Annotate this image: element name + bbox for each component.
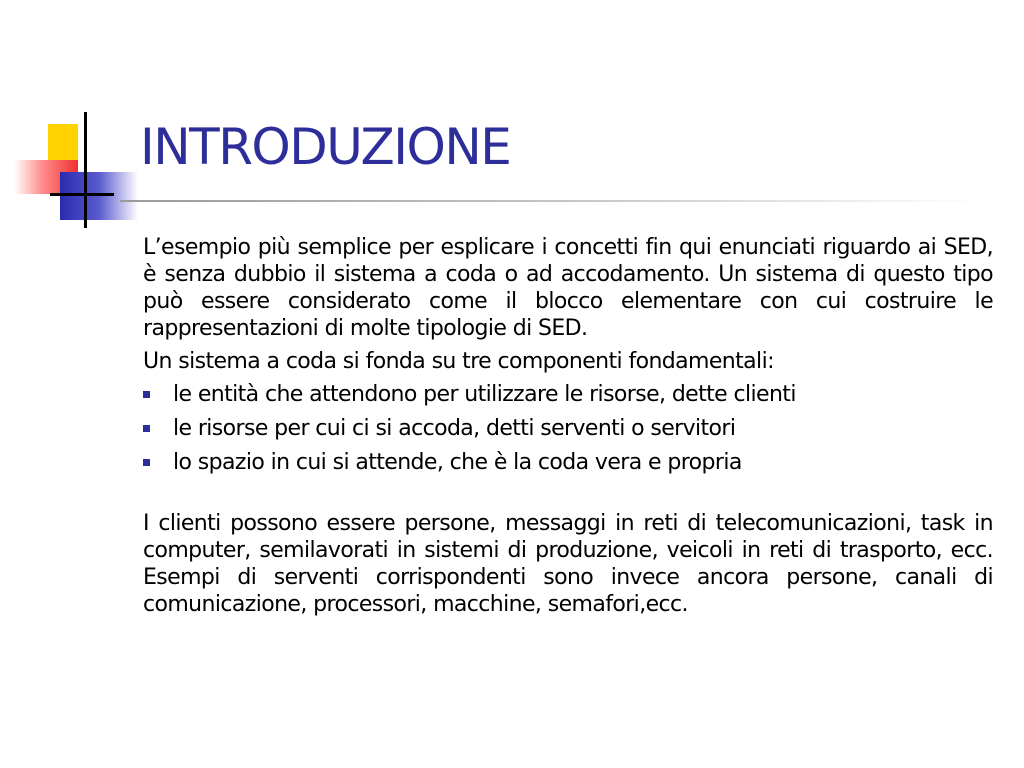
intro-paragraph: L’esempio più semplice per esplicare i concetti fin qui enunciati riguardo ai SED, è senza dubbio il sistema a coda o ad accodamento. Un sistema di questo tipo può essere considerato come il blocco elementare con cui costruire le rappresentazioni di molte tipologie di SED. [143,235,993,341]
logo-yellow-square [48,124,78,162]
list-item-text: le entità che attendono per utilizzare le risorse, dette clienti [173,382,796,407]
list-item [143,381,993,408]
components-intro: Un sistema a coda si fonda su tre componenti fondamentali: [143,349,774,374]
list-item-text: lo spazio in cui si attende, che è la coda vera e propria [173,450,742,475]
logo-vertical-line [84,112,87,228]
slide-title: INTRODUZIONE [140,118,511,176]
clients-paragraph: I clienti possono essere persone, messaggi in reti di telecomunicazioni, task in computer, semilavorati in sistemi di produzione, veicoli in reti di trasporto, ecc. Esempi di serventi corrispondenti sono invece ancora persone, canali di comunicazione, processori, macchine, semafori,ecc. [143,511,993,617]
list-item [143,449,993,476]
list-item [143,415,993,442]
components-list [143,381,993,476]
logo-horizontal-line [50,193,114,196]
decorative-logo [0,0,140,240]
title-divider [120,200,980,202]
square-bullet-icon [143,459,150,466]
logo-blue-square [60,172,138,220]
slide-body [143,234,993,624]
square-bullet-icon [143,391,150,398]
list-item-text: le risorse per cui ci si accoda, detti serventi o servitori [173,416,736,441]
square-bullet-icon [143,425,150,432]
